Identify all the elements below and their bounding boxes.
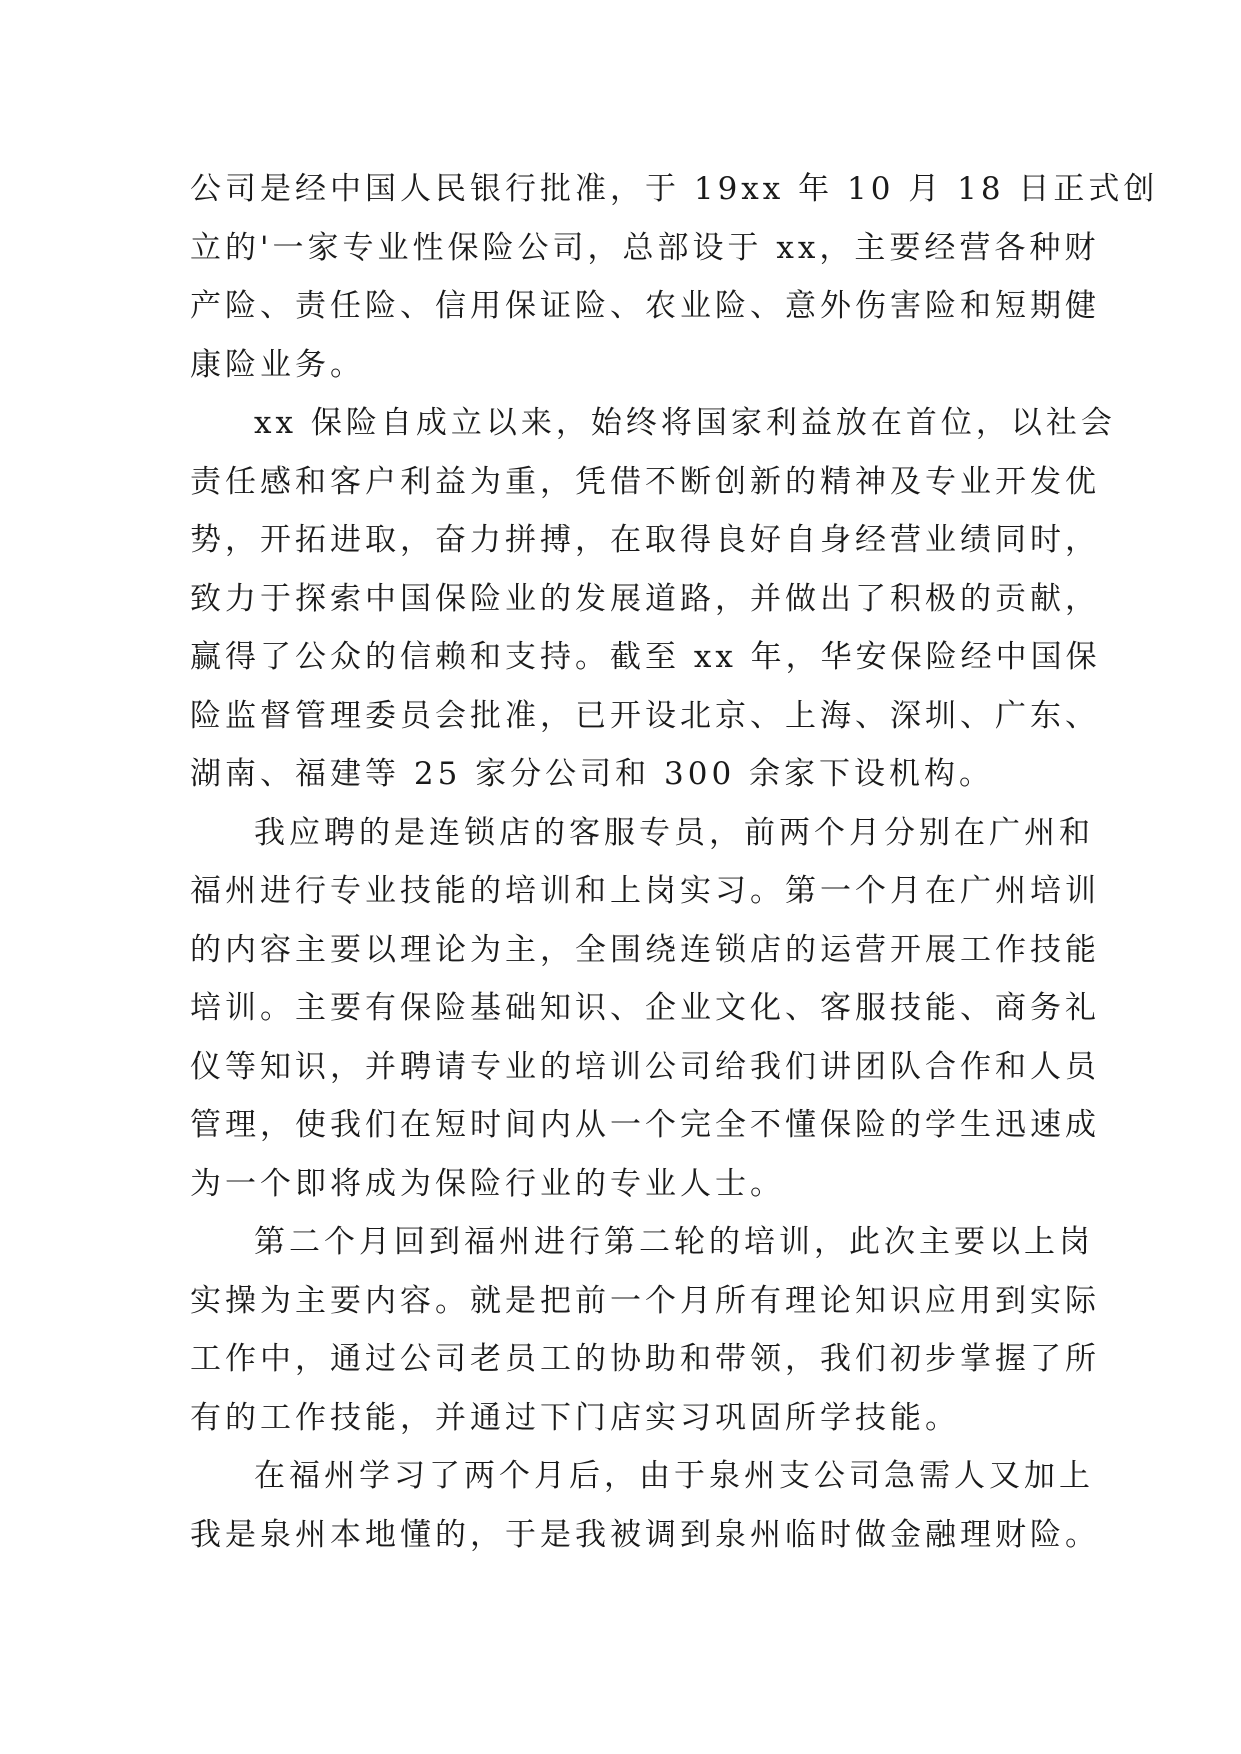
text-line: 责任感和客户利益为重，凭借不断创新的精神及专业开发优 (190, 463, 1100, 500)
paragraph (190, 804, 1100, 1214)
text-line: 产险、责任险、信用保证险、农业险、意外伤害险和短期健 (190, 288, 1100, 324)
paragraph (190, 1213, 1100, 1447)
text-line: 实操为主要内容。就是把前一个月所有理论知识应用到实际 (190, 1282, 1100, 1319)
text-line: 致力于探索中国保险业的发展道路，并做出了积极的贡献， (190, 580, 1100, 617)
text-line: 福州进行专业技能的培训和上岗实习。第一个月在广州培训 (190, 873, 1100, 909)
text-line: 在福州学习了两个月后，由于泉州支公司急需人又加上 (254, 1458, 1094, 1494)
text-line: 湖南、福建等 25 家分公司和 300 余家下设机构。 (190, 756, 995, 792)
text-line: 第二个月回到福州进行第二轮的培训，此次主要以上岗 (254, 1224, 1094, 1260)
text-line: 工作中，通过公司老员工的协助和带领，我们初步掌握了所 (190, 1341, 1100, 1377)
text-line: 康险业务。 (190, 346, 365, 383)
text-line: 我应聘的是连锁店的客服专员，前两个月分别在广州和 (254, 814, 1094, 851)
paragraph (190, 394, 1116, 804)
text-line: 险监督管理委员会批准，已开设北京、上海、深圳、广东、 (190, 697, 1100, 734)
text-line: 公司是经中国人民银行批准，于 19xx 年 10 月 18 日正式创 (190, 171, 1159, 207)
text-line: xx 保险自成立以来，始终将国家利益放在首位，以社会 (254, 405, 1116, 441)
text-line: 有的工作技能，并通过下门店实习巩固所学技能。 (190, 1399, 960, 1436)
text-line: 立的'一家专业性保险公司，总部设于 xx，主要经营各种财 (190, 229, 1100, 266)
text-line: 我是泉州本地懂的，于是我被调到泉州临时做金融理财险。 (190, 1516, 1100, 1553)
paragraph (190, 160, 1159, 394)
text-line: 势，开拓进取，奋力拼搏，在取得良好自身经营业绩同时， (190, 522, 1100, 558)
text-line: 赢得了公众的信赖和支持。截至 xx 年，华安保险经中国保 (190, 639, 1101, 675)
text-line: 的内容主要以理论为主，全围绕连锁店的运营开展工作技能 (190, 931, 1100, 968)
text-line: 仪等知识，并聘请专业的培训公司给我们讲团队合作和人员 (190, 1048, 1100, 1085)
text-line: 培训。主要有保险基础知识、企业文化、客服技能、商务礼 (190, 990, 1100, 1026)
paragraph (190, 1447, 1100, 1564)
text-line: 管理，使我们在短时间内从一个完全不懂保险的学生迅速成 (190, 1107, 1100, 1143)
document-body (190, 160, 1159, 1564)
text-line: 为一个即将成为保险行业的专业人士。 (190, 1165, 785, 1202)
